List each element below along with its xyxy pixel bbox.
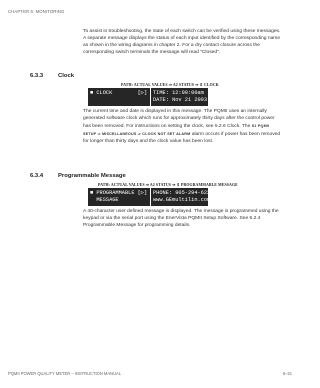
lcd-line: MESSAGE [90, 197, 119, 203]
section-number-programmable: 6.3.4 [30, 173, 44, 179]
lcd-line: PHONE: 905-294-6222 [153, 190, 214, 196]
section-number-clock: 6.3.3 [30, 73, 44, 79]
section-title-clock: Clock [58, 73, 75, 79]
lcd-right-panel [151, 188, 214, 206]
lcd-line: www.GEmultilin.com [153, 197, 211, 203]
section-title-programmable: Programmable Message [58, 173, 126, 179]
lcd-left-panel [88, 88, 150, 106]
clock-paragraph [83, 109, 283, 146]
programmable-paragraph: A 40-character user defined message is displayed. The message is programmed using the keypad or via the serial port using the EnerVista PQMII Setup Software. See 5.2.4 Programmable Message for programming details. [83, 209, 279, 228]
lcd-display-programmable [88, 188, 214, 206]
menu-path-programmable: PATH: ACTUAL VALUES ⇒ A2 STATUS ⇒ ⇕ PROGRAMMABLE MESSAGE [98, 183, 238, 187]
intro-paragraph: To assist in troubleshooting, the state of each switch can be verified using these messages. A separate message displays the status of each input identified by the corresponding name as shown in the wiring diagrams in chapter 2. For a dry contact closure across the corresponding switch terminals the message will read "Closed". [83, 29, 281, 55]
lcd-right-panel [151, 88, 208, 106]
clock-text-before: The current time and date is displayed in this message. The PQMII uses an internally generated software clock which runs for approximately thirty days after the control power has been removed. For instructions on setting the clock, see 5.2.6 Clock. The [83, 109, 275, 129]
footer-manual-title: PQMII POWER QUALITY METER – INSTRUCTION MANUAL [8, 371, 121, 376]
lcd-line: DATE: Nov 21 2003 [153, 97, 208, 103]
clock-text-after: alarm occurs if power has been removed for longer than thirty days and the clock value has been lost. [83, 131, 281, 144]
lcd-line: TIME: 12:00:00am [153, 90, 204, 96]
lcd-left-panel [88, 188, 150, 206]
clock-setting-path: S1 PQMII SETUP ⇒ MISCELLANEOUS ⇒ CLOCK NOT SET ALARM [83, 123, 270, 136]
footer-page-number: 6–21 [282, 371, 292, 376]
menu-path-clock: PATH: ACTUAL VALUES ⇒ A2 STATUS ⇒ ⇕ CLOCK [121, 83, 219, 87]
lcd-display-clock [88, 88, 208, 106]
lcd-line: ■ PROGRAMMABLE [▷] [90, 190, 148, 196]
lcd-line: ■ CLOCK [▷] [90, 90, 148, 96]
chapter-header: CHAPTER 6: MONITORING [8, 9, 65, 14]
